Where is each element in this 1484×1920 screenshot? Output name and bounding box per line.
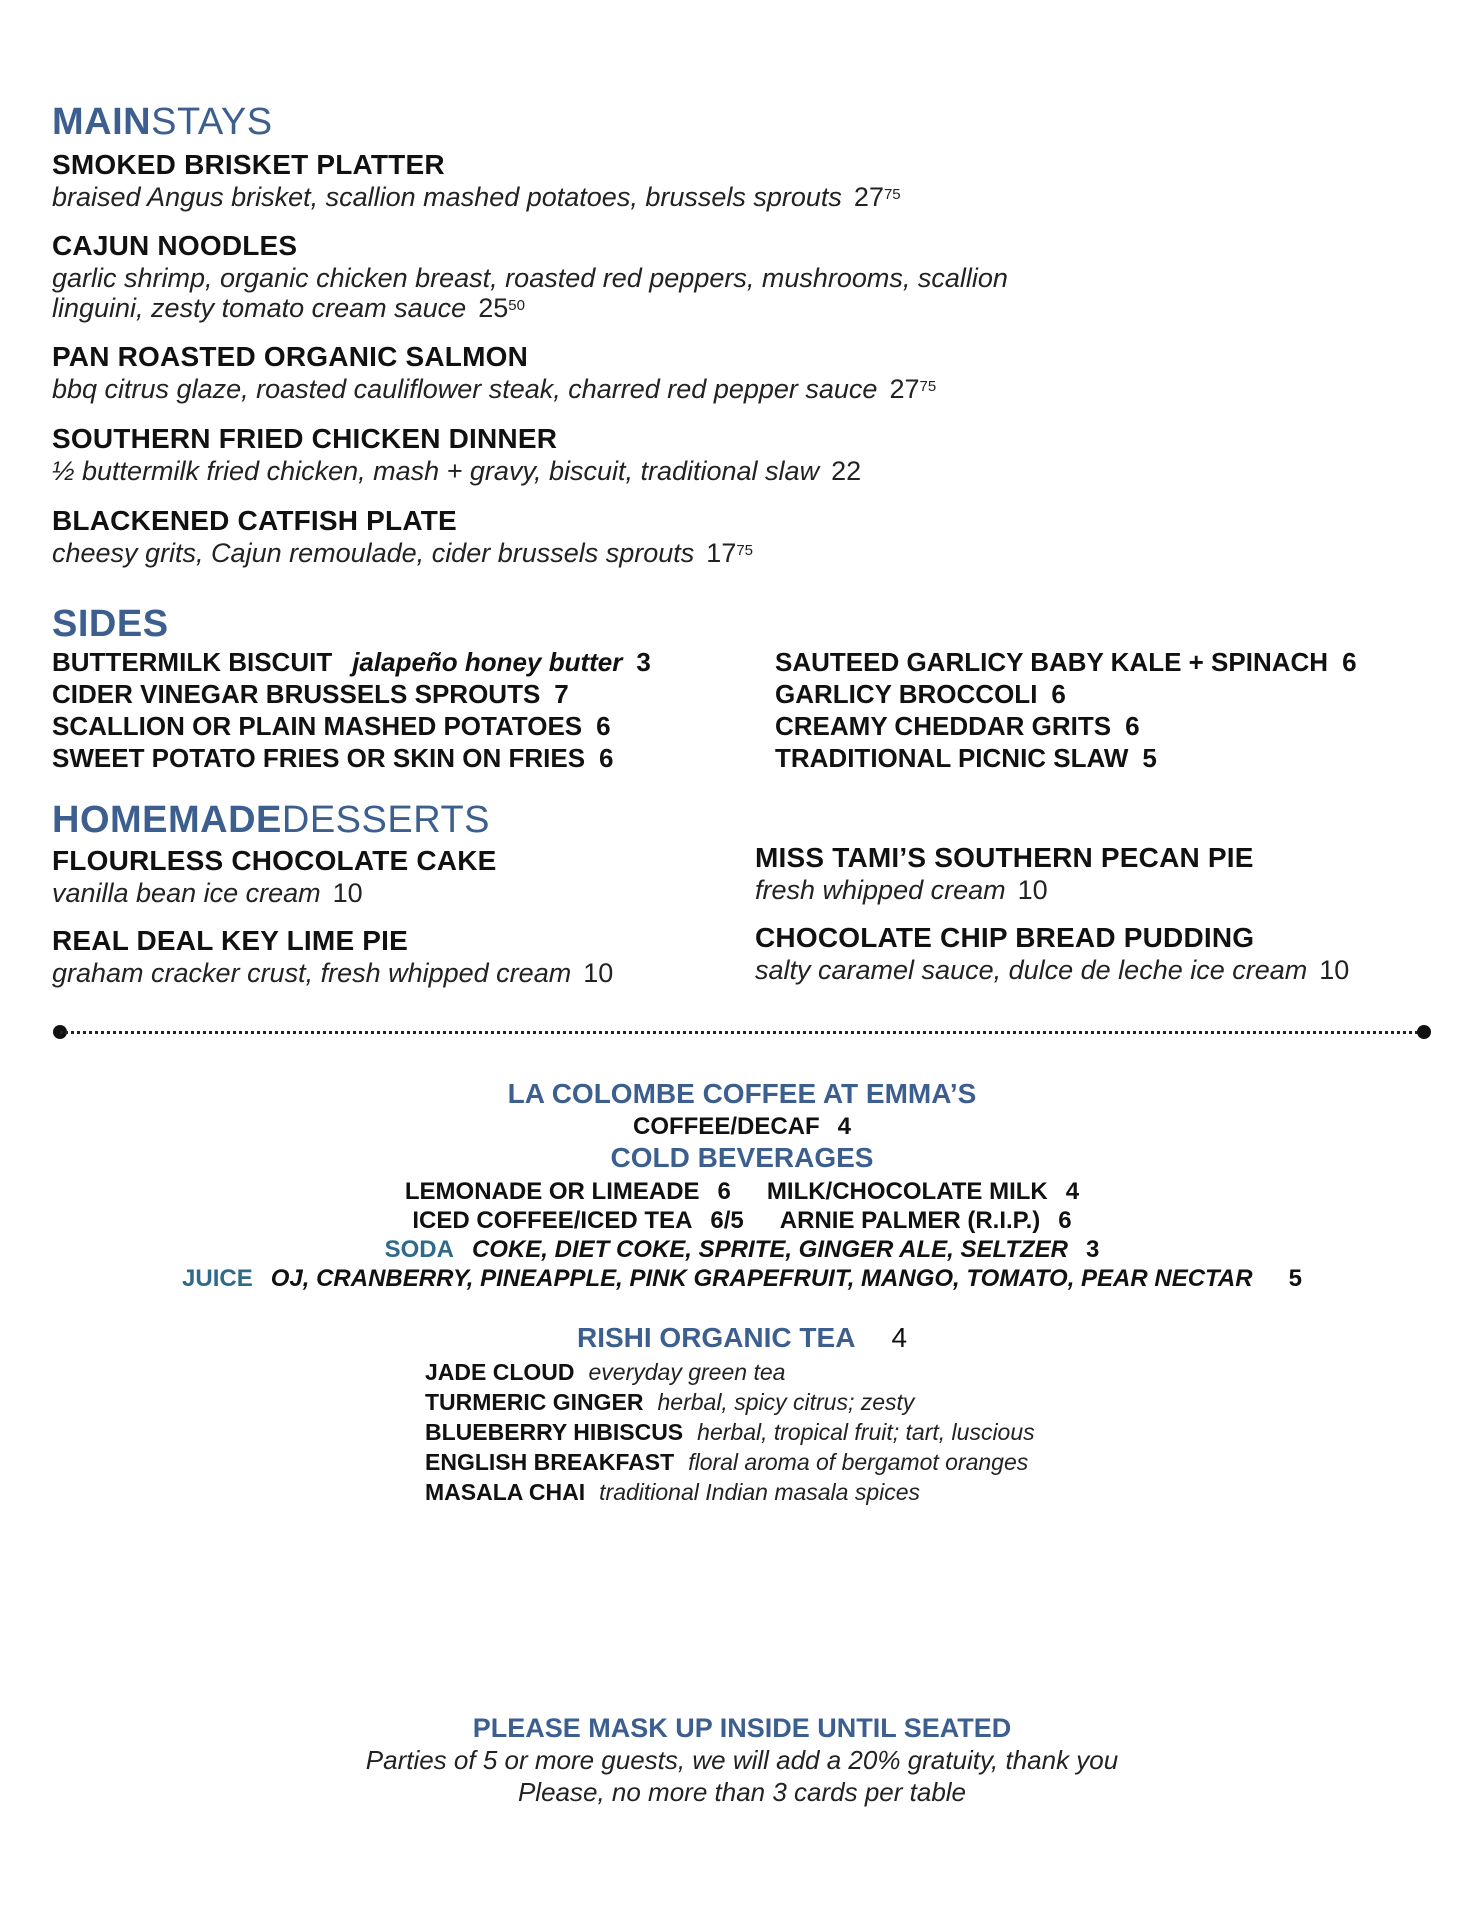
dessert-item: [755, 842, 1254, 906]
side-price: 5: [1142, 743, 1157, 773]
heading-bold: HOMEMADE: [52, 799, 282, 841]
drink-price: 6: [1058, 1207, 1072, 1234]
tea-name: TURMERIC GINGER: [425, 1389, 644, 1415]
tea-name: ENGLISH BREAKFAST: [425, 1449, 675, 1475]
soda-list: COKE, DIET COKE, SPRITE, GINGER ALE, SELTZER: [471, 1236, 1069, 1263]
heading-bold: SIDES: [52, 603, 169, 645]
side-item: [52, 710, 611, 742]
tea-description: herbal, spicy citrus; zesty: [657, 1389, 915, 1415]
heading-light: DESSERTS: [281, 799, 491, 841]
item-description: salty caramel sauce, dulce de leche ice cream: [755, 955, 1308, 985]
tea-item: [425, 1477, 920, 1507]
mask-notice: PLEASE MASK UP INSIDE UNTIL SEATED: [472, 1713, 1012, 1743]
item-description: linguini, zesty tomato cream sauce: [52, 293, 467, 323]
side-name: BUTTERMILK BISCUIT: [52, 647, 333, 677]
item-name: REAL DEAL KEY LIME PIE: [52, 925, 409, 956]
item-description: vanilla bean ice cream: [52, 878, 321, 908]
tea-price: 4: [891, 1322, 908, 1353]
item-price: 10: [332, 878, 363, 908]
main-item: [52, 505, 753, 569]
drink-name: ICED COFFEE/ICED TEA: [412, 1207, 693, 1234]
soda-price: 3: [1086, 1236, 1100, 1263]
side-price: 6: [1125, 711, 1140, 741]
juice-line: [0, 1264, 1484, 1293]
drink-price: 4: [1065, 1178, 1080, 1205]
drink-price: 6: [717, 1178, 731, 1205]
item-description: bbq citrus glaze, roasted cauliflower steak, charred red pepper sauce: [52, 374, 878, 404]
main-item: [52, 230, 1008, 324]
side-name: SAUTEED GARLICY BABY KALE + SPINACH: [775, 647, 1329, 677]
cold-beverages-heading: COLD BEVERAGES: [610, 1142, 874, 1173]
item-name: SMOKED BRISKET PLATTER: [52, 149, 445, 180]
drink-name: ARNIE PALMER (R.I.P.): [779, 1207, 1041, 1234]
soda-line: [0, 1235, 1484, 1264]
tea-heading: RISHI ORGANIC TEA: [576, 1322, 856, 1353]
main-item: [52, 341, 936, 405]
side-price: 7: [554, 679, 569, 709]
item-price: $25^{50}$: [478, 293, 525, 323]
side-item: [775, 710, 1140, 742]
item-price: $17^{75}$: [706, 538, 754, 568]
mainstays-heading: [52, 100, 273, 144]
item-name: PAN ROASTED ORGANIC SALMON: [52, 341, 529, 372]
divider-right-dot: [1417, 1025, 1431, 1039]
side-description: jalapeño honey butter: [352, 647, 623, 677]
coffee-price: 4: [837, 1113, 852, 1140]
main-item: [52, 423, 861, 487]
side-price: 6: [596, 711, 611, 741]
side-name: TRADITIONAL PICNIC SLAW: [775, 743, 1129, 773]
soda-label: SODA: [384, 1236, 454, 1263]
heading-bold: MAIN: [52, 101, 152, 143]
tea-description: herbal, tropical fruit; tart, luscious: [697, 1419, 1035, 1445]
side-item: [52, 742, 614, 774]
item-price: $27^{75}$: [889, 374, 937, 404]
cold-line: [0, 1177, 1484, 1206]
gratuity-note: Parties of 5 or more guests, we will add a 20% gratuity, thank you: [365, 1745, 1119, 1775]
item-description: ½ buttermilk fried chicken, mash + gravy, biscuit, traditional slaw: [52, 456, 820, 486]
side-price: 6: [599, 743, 614, 773]
side-price: 6: [1051, 679, 1066, 709]
item-description: graham cracker crust, fresh whipped cream: [52, 958, 572, 988]
side-price: 6: [1342, 647, 1357, 677]
drink-name: LEMONADE OR LIMEADE: [404, 1178, 700, 1205]
dessert-item: [755, 922, 1349, 986]
item-description: garlic shrimp, organic chicken breast, roasted red peppers, mushrooms, scallion: [52, 263, 1008, 293]
tea-description: traditional Indian masala spices: [599, 1479, 921, 1505]
item-price: 10: [1319, 955, 1350, 985]
side-item: [52, 678, 569, 710]
drink-name: MILK/CHOCOLATE MILK: [766, 1178, 1048, 1205]
tea-item: [425, 1447, 1028, 1477]
dessert-item: [52, 925, 613, 989]
side-item: [775, 646, 1357, 678]
item-description: fresh whipped cream: [755, 875, 1006, 905]
item-price: 10: [1017, 875, 1048, 905]
tea-name: BLUEBERRY HIBISCUS: [425, 1419, 684, 1445]
main-item: [52, 149, 901, 213]
drink-price: 6/5: [710, 1207, 744, 1234]
juice-price: 5: [1288, 1265, 1302, 1292]
tea-item: [425, 1417, 1035, 1447]
item-name: MISS TAMI’S SOUTHERN PECAN PIE: [755, 842, 1254, 873]
item-price: $27^{75}$: [853, 182, 901, 212]
item-price: 10: [583, 958, 614, 988]
side-price: 3: [636, 647, 651, 677]
coffee-item: COFFEE/DECAF: [632, 1113, 820, 1140]
side-name: CREAMY CHEDDAR GRITS: [775, 711, 1112, 741]
cards-note: Please, no more than 3 cards per table: [517, 1777, 967, 1807]
item-name: BLACKENED CATFISH PLATE: [52, 505, 457, 536]
tea-name: MASALA CHAI: [425, 1479, 586, 1505]
tea-description: everyday green tea: [588, 1359, 786, 1385]
side-name: GARLICY BROCCOLI: [775, 679, 1038, 709]
item-name: FLOURLESS CHOCOLATE CAKE: [52, 845, 497, 876]
coffee-line: [0, 1112, 1484, 1141]
side-name: SWEET POTATO FRIES OR SKIN ON FRIES: [52, 743, 586, 773]
cold-line: [0, 1206, 1484, 1235]
item-name: CAJUN NOODLES: [52, 230, 298, 261]
tea-name: JADE CLOUD: [425, 1359, 575, 1385]
tea-description: floral aroma of bergamot oranges: [688, 1449, 1029, 1475]
heading-light: STAYS: [151, 101, 273, 143]
item-description: cheesy grits, Cajun remoulade, cider brussels sprouts: [52, 538, 695, 568]
dessert-item: [52, 845, 497, 909]
item-description: braised Angus brisket, scallion mashed potatoes, brussels sprouts: [52, 182, 842, 212]
juice-list: OJ, CRANBERRY, PINEAPPLE, PINK GRAPEFRUIT, MANGO, TOMATO, PEAR NECTAR: [270, 1265, 1253, 1292]
tea-heading-line: [0, 1322, 1484, 1354]
item-price: 22: [831, 456, 862, 486]
side-item: [52, 646, 651, 678]
sides-heading: [52, 602, 169, 646]
coffee-heading: LA COLOMBE COFFEE AT EMMA’S: [507, 1078, 977, 1109]
tea-item: [425, 1357, 785, 1387]
dotted-divider: [60, 1031, 1424, 1034]
desserts-heading: [52, 798, 490, 842]
item-name: SOUTHERN FRIED CHICKEN DINNER: [52, 423, 558, 454]
tea-item: [425, 1387, 914, 1417]
side-name: CIDER VINEGAR BRUSSELS SPROUTS: [52, 679, 541, 709]
item-name: CHOCOLATE CHIP BREAD PUDDING: [755, 922, 1255, 953]
side-item: [775, 742, 1157, 774]
side-name: SCALLION OR PLAIN MASHED POTATOES: [52, 711, 583, 741]
side-item: [775, 678, 1066, 710]
juice-label: JUICE: [182, 1265, 253, 1292]
